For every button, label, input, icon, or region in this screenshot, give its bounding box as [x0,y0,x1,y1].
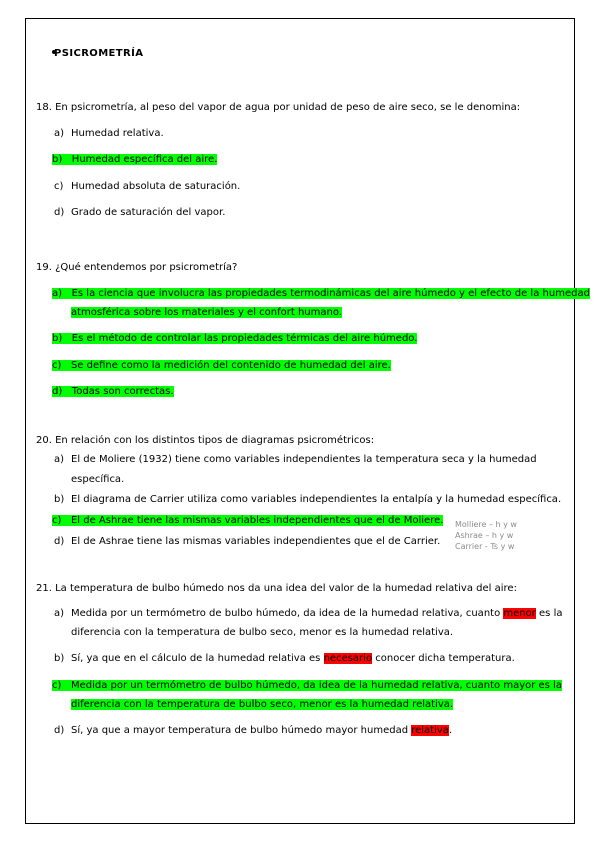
option-label: b) [52,154,63,165]
option-text-line1: El de Moliere (1932) tiene como variables independientes la temperatura seca y la humedad [71,454,537,465]
question-21: 21. La temperatura de bulbo húmedo nos da una idea del valor de la humedad relativa del aire: [36,583,517,594]
q18-option-d [0,206,600,220]
q21-option-a [0,607,600,621]
q19-option-d [0,385,600,399]
annotation-line: Carrier - Ts y w [455,542,515,551]
q19-option-b [0,332,600,346]
option-text-post: es la [535,608,563,619]
option-text-pre: Medida por un termómetro de bulbo húmedo, da idea de la humedad relativa, cuanto [71,608,504,619]
option-text-pre: Sí, ya que a mayor temperatura de bulbo húmedo mayor humedad [71,725,412,736]
option-label: b) [52,333,63,344]
option-text: El de Ashrae tiene las mismas variables independientes que el de Carrier. [71,536,441,547]
option-text-line1: Medida por un termómetro de bulbo húmedo, da idea de la humedad relativa, cuanto mayor es la [70,680,562,691]
option-label: c) [54,181,64,192]
section-title: PSICROMETRÍA [54,48,144,59]
q18-option-a [0,127,600,141]
q19-option-c [0,359,600,373]
option-text: Humedad relativa. [71,128,164,139]
correct-answer-highlight [52,154,217,165]
option-text: Humedad específica del aire. [71,154,218,165]
q21-option-c [0,679,600,693]
option-text-line2: diferencia con la temperatura de bulbo seco, menor es la humedad relativa. [71,627,454,638]
option-text-post: conocer dicha temperatura. [372,653,515,664]
option-text: Todas son correctas. [71,386,174,397]
question-20: 20. En relación con los distintos tipos de diagramas psicrométricos: [36,435,375,446]
option-label: d) [54,207,65,218]
q20-option-a [0,453,600,467]
q21-option-b [0,652,600,666]
option-text: Se define como la medición del contenido de humedad del aire. [70,360,391,371]
q21-option-a-cont [0,626,600,640]
option-text: El de Ashrae tiene las mismas variables independientes que el de Moliere. [70,515,444,526]
q20-option-a-cont [0,473,600,487]
option-text-line2: atmosférica sobre los materiales y el confort humano. [71,307,342,318]
annotation-line: Molliere – h y w [455,520,517,529]
option-label: b) [54,494,65,505]
marked-word: menor [503,608,536,619]
option-label: c) [52,360,62,371]
q19-option-a [0,287,600,301]
q20-option-b [0,493,600,507]
question-19: 19. ¿Qué entendemos por psicrometría? [36,262,238,273]
option-label: b) [54,653,65,664]
option-label: d) [54,536,65,547]
option-text: Grado de saturación del vapor. [71,207,226,218]
marked-word: relativa [411,725,449,736]
option-text: Es el método de controlar las propiedades térmicas del aire húmedo. [71,333,418,344]
option-text-line1: Es la ciencia que involucra las propiedades termodinámicas del aire húmedo y el efecto de la humedad [71,288,590,299]
option-label: a) [54,608,65,619]
option-label: c) [52,680,62,691]
option-label: a) [52,288,63,299]
option-text: El diagrama de Carrier utiliza como variables independientes la entalpía y la humedad específica. [71,494,562,505]
option-text-line2: específica. [71,474,125,485]
q21-option-d [0,724,600,738]
option-text-post: . [448,725,453,736]
option-text-pre: Sí, ya que en el cálculo de la humedad relativa es [71,653,324,664]
annotation-line: Ashrae – h y w [455,531,514,540]
q19-option-a-cont [0,306,600,320]
q18-option-b [0,153,600,167]
option-label: d) [52,386,63,397]
marked-word: necesario [323,653,373,664]
option-text-line2: diferencia con la temperatura de bulbo seco, menor es la humedad relativa. [71,699,454,710]
option-label: c) [52,515,62,526]
option-label: d) [54,725,65,736]
question-18: 18. En psicrometría, al peso del vapor de agua por unidad de peso de aire seco, se le denomina: [36,102,521,113]
option-text: Humedad absoluta de saturación. [71,181,241,192]
option-label: a) [54,454,65,465]
q18-option-c [0,180,600,194]
q21-option-c-cont [0,698,600,712]
option-label: a) [54,128,65,139]
